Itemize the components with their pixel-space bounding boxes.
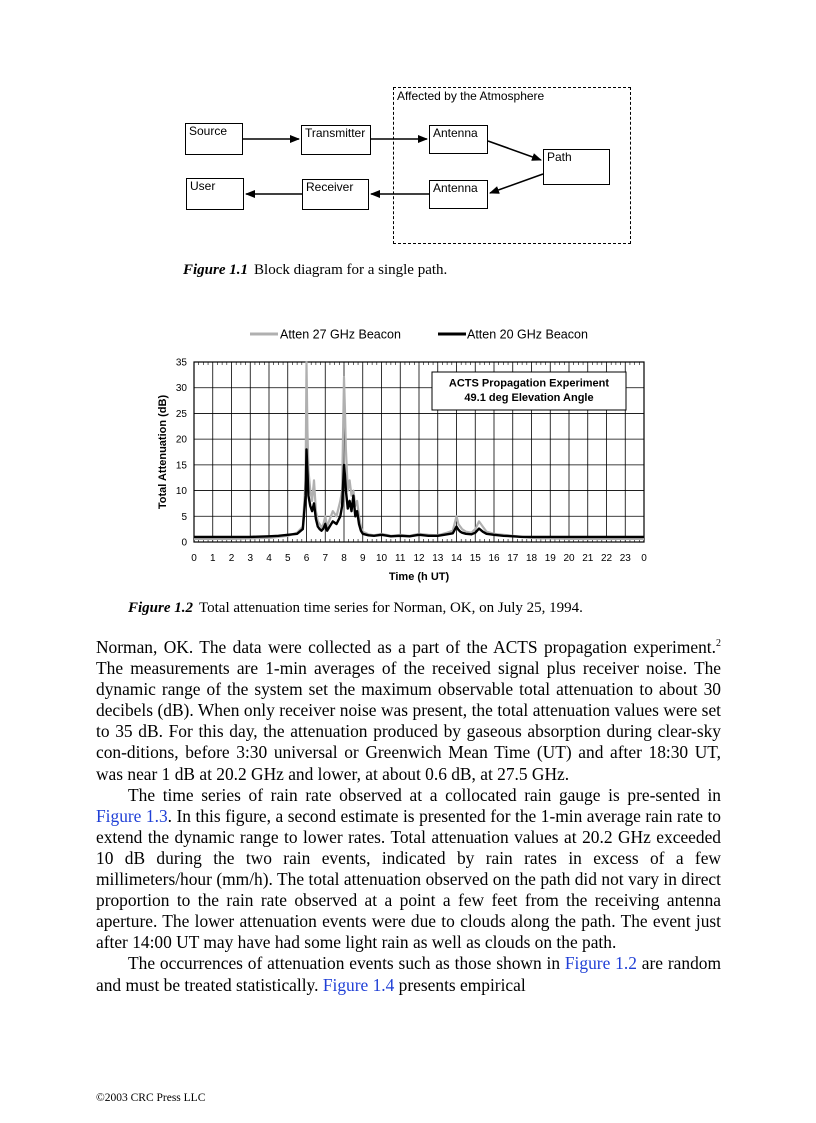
y-tick-label: 15	[175, 460, 187, 472]
receiver-block: Receiver	[302, 179, 369, 210]
x-tick-label: 0	[191, 553, 197, 564]
chart-y-axis-label: Total Attenuation (dB)	[157, 394, 169, 510]
y-tick-label: 10	[175, 486, 187, 498]
y-tick-label: 5	[181, 511, 187, 523]
x-tick-label: 3	[247, 553, 254, 564]
x-tick-label: 7	[322, 553, 329, 564]
x-tick-label: 23	[619, 553, 631, 564]
x-tick-label: 12	[413, 553, 425, 564]
x-tick-label: 1	[209, 553, 216, 564]
y-tick-label: 25	[175, 408, 187, 420]
figure-1-1-label: Figure 1.1	[183, 262, 249, 278]
transmitter-block: Transmitter	[301, 125, 371, 155]
paragraph-2	[96, 785, 721, 954]
paragraph-1-text-b: The measurements are 1-min averages of the received signal plus receiver noise. The dynamic range of the system set the maximum observable total attenuation to about 30 decibels (dB). When only receiver noise was present, the total attenuation values were set to 35 dB. For this day, the attenuation produced by gaseous absorption during clear-sky con-ditions, before 3:30 universal or Greenwich Mean Time (UT) and after 18:30 UT, was near 1 dB at 20.2 GHz and lower, at about 0.6 dB, at 27.5 GHz.	[96, 658, 721, 784]
x-tick-label: 14	[450, 553, 463, 564]
x-tick-label: 8	[341, 553, 347, 564]
link-figure-1-3[interactable]: Figure 1.3	[96, 805, 168, 826]
antenna-tx-block: Antenna	[429, 125, 488, 154]
source-block: Source	[185, 123, 243, 155]
figure-1-1-caption-text: Block diagram for a single path.	[254, 262, 448, 278]
x-tick-label: 18	[525, 553, 538, 564]
link-figure-1-4[interactable]: Figure 1.4	[322, 974, 395, 995]
link-figure-1-2[interactable]: Figure 1.2	[564, 953, 637, 974]
path-block: Path	[543, 149, 610, 185]
x-tick-label: 17	[507, 553, 519, 564]
body-text	[96, 637, 721, 996]
y-tick-label: 0	[181, 537, 187, 549]
paragraph-3-text-b: are random and must be treated statistically.	[96, 953, 721, 995]
paragraph-3-text-a: The occurrences of attenuation events such as those shown in	[128, 953, 565, 974]
x-tick-label: 9	[359, 553, 366, 564]
x-tick-label: 6	[303, 553, 310, 564]
figure-1-2-label: Figure 1.2	[128, 600, 194, 616]
chart-title: ACTS Propagation Experiment	[448, 377, 610, 390]
x-tick-label: 13	[432, 553, 444, 564]
atmosphere-region-label: Affected by the Atmosphere	[397, 89, 545, 103]
x-tick-label: 11	[395, 553, 406, 564]
x-tick-label: 4	[266, 553, 272, 564]
x-tick-labels	[191, 553, 647, 564]
x-tick-label: 16	[488, 553, 500, 564]
y-tick-label: 35	[175, 357, 187, 369]
x-tick-label: 0	[641, 553, 647, 564]
x-tick-label: 22	[600, 553, 613, 564]
paragraph-1	[96, 637, 721, 785]
paragraph-3	[96, 953, 721, 995]
legend-27ghz-label: Atten 27 GHz Beacon	[280, 327, 401, 342]
x-tick-label: 19	[544, 553, 556, 564]
user-block: User	[186, 178, 244, 210]
antenna-rx-block: Antenna	[429, 180, 488, 209]
figure-1-2-caption-text: Total attenuation time series for Norman, OK, on July 25, 1994.	[199, 600, 583, 616]
y-tick-labels	[176, 358, 188, 549]
attenuation-chart	[0, 310, 816, 610]
chart-x-axis-label: Time (h UT)	[388, 571, 450, 583]
block-diagram-arrows	[0, 0, 816, 290]
y-tick-label: 30	[175, 383, 187, 395]
arrow-antenna-path	[488, 141, 541, 160]
y-tick-label: 20	[175, 434, 187, 446]
x-tick-label: 2	[228, 553, 235, 564]
chart-subtitle: 49.1 deg Elevation Angle	[464, 392, 594, 404]
legend-20ghz-label: Atten 20 GHz Beacon	[467, 327, 588, 342]
copyright-footer: ©2003 CRC Press LLC	[96, 1092, 206, 1104]
x-tick-label: 21	[582, 553, 594, 564]
figure-1-1-caption	[183, 262, 447, 279]
x-tick-label: 15	[469, 553, 481, 564]
x-tick-label: 20	[563, 553, 575, 564]
paragraph-2-text-b: . In this figure, a second estimate is presented for the 1-min average rain rate to extend the dynamic range to lower rates. Total attenuation values at 20.2 GHz exceeded 10 dB during the two rain events, indicated by rain rates in excess of a few millimeters/hour (mm/h). The total attenuation observed on the path did not vary in direct proportion to the rain rate observed at a point a few feet from the receiving antenna aperture. The lower attenuation events were due to clouds along the path. The event just after 14:00 UT may have had some light rain as well as clouds on the path.	[96, 805, 721, 953]
x-tick-label: 10	[375, 553, 388, 564]
footnote-ref-2[interactable]: 2	[716, 638, 721, 649]
x-tick-label: 5	[284, 553, 291, 564]
paragraph-2-text-a: The time series of rain rate observed at a collocated rain gauge is pre-sented in	[128, 784, 721, 805]
paragraph-3-text-c: presents empirical	[394, 974, 526, 995]
figure-1-2-caption	[128, 600, 583, 617]
paragraph-1-text-a: Norman, OK. The data were collected as a part of the ACTS propagation experiment.	[96, 637, 716, 657]
arrow-path-antenna	[490, 174, 543, 193]
figure-1-1	[0, 0, 816, 290]
